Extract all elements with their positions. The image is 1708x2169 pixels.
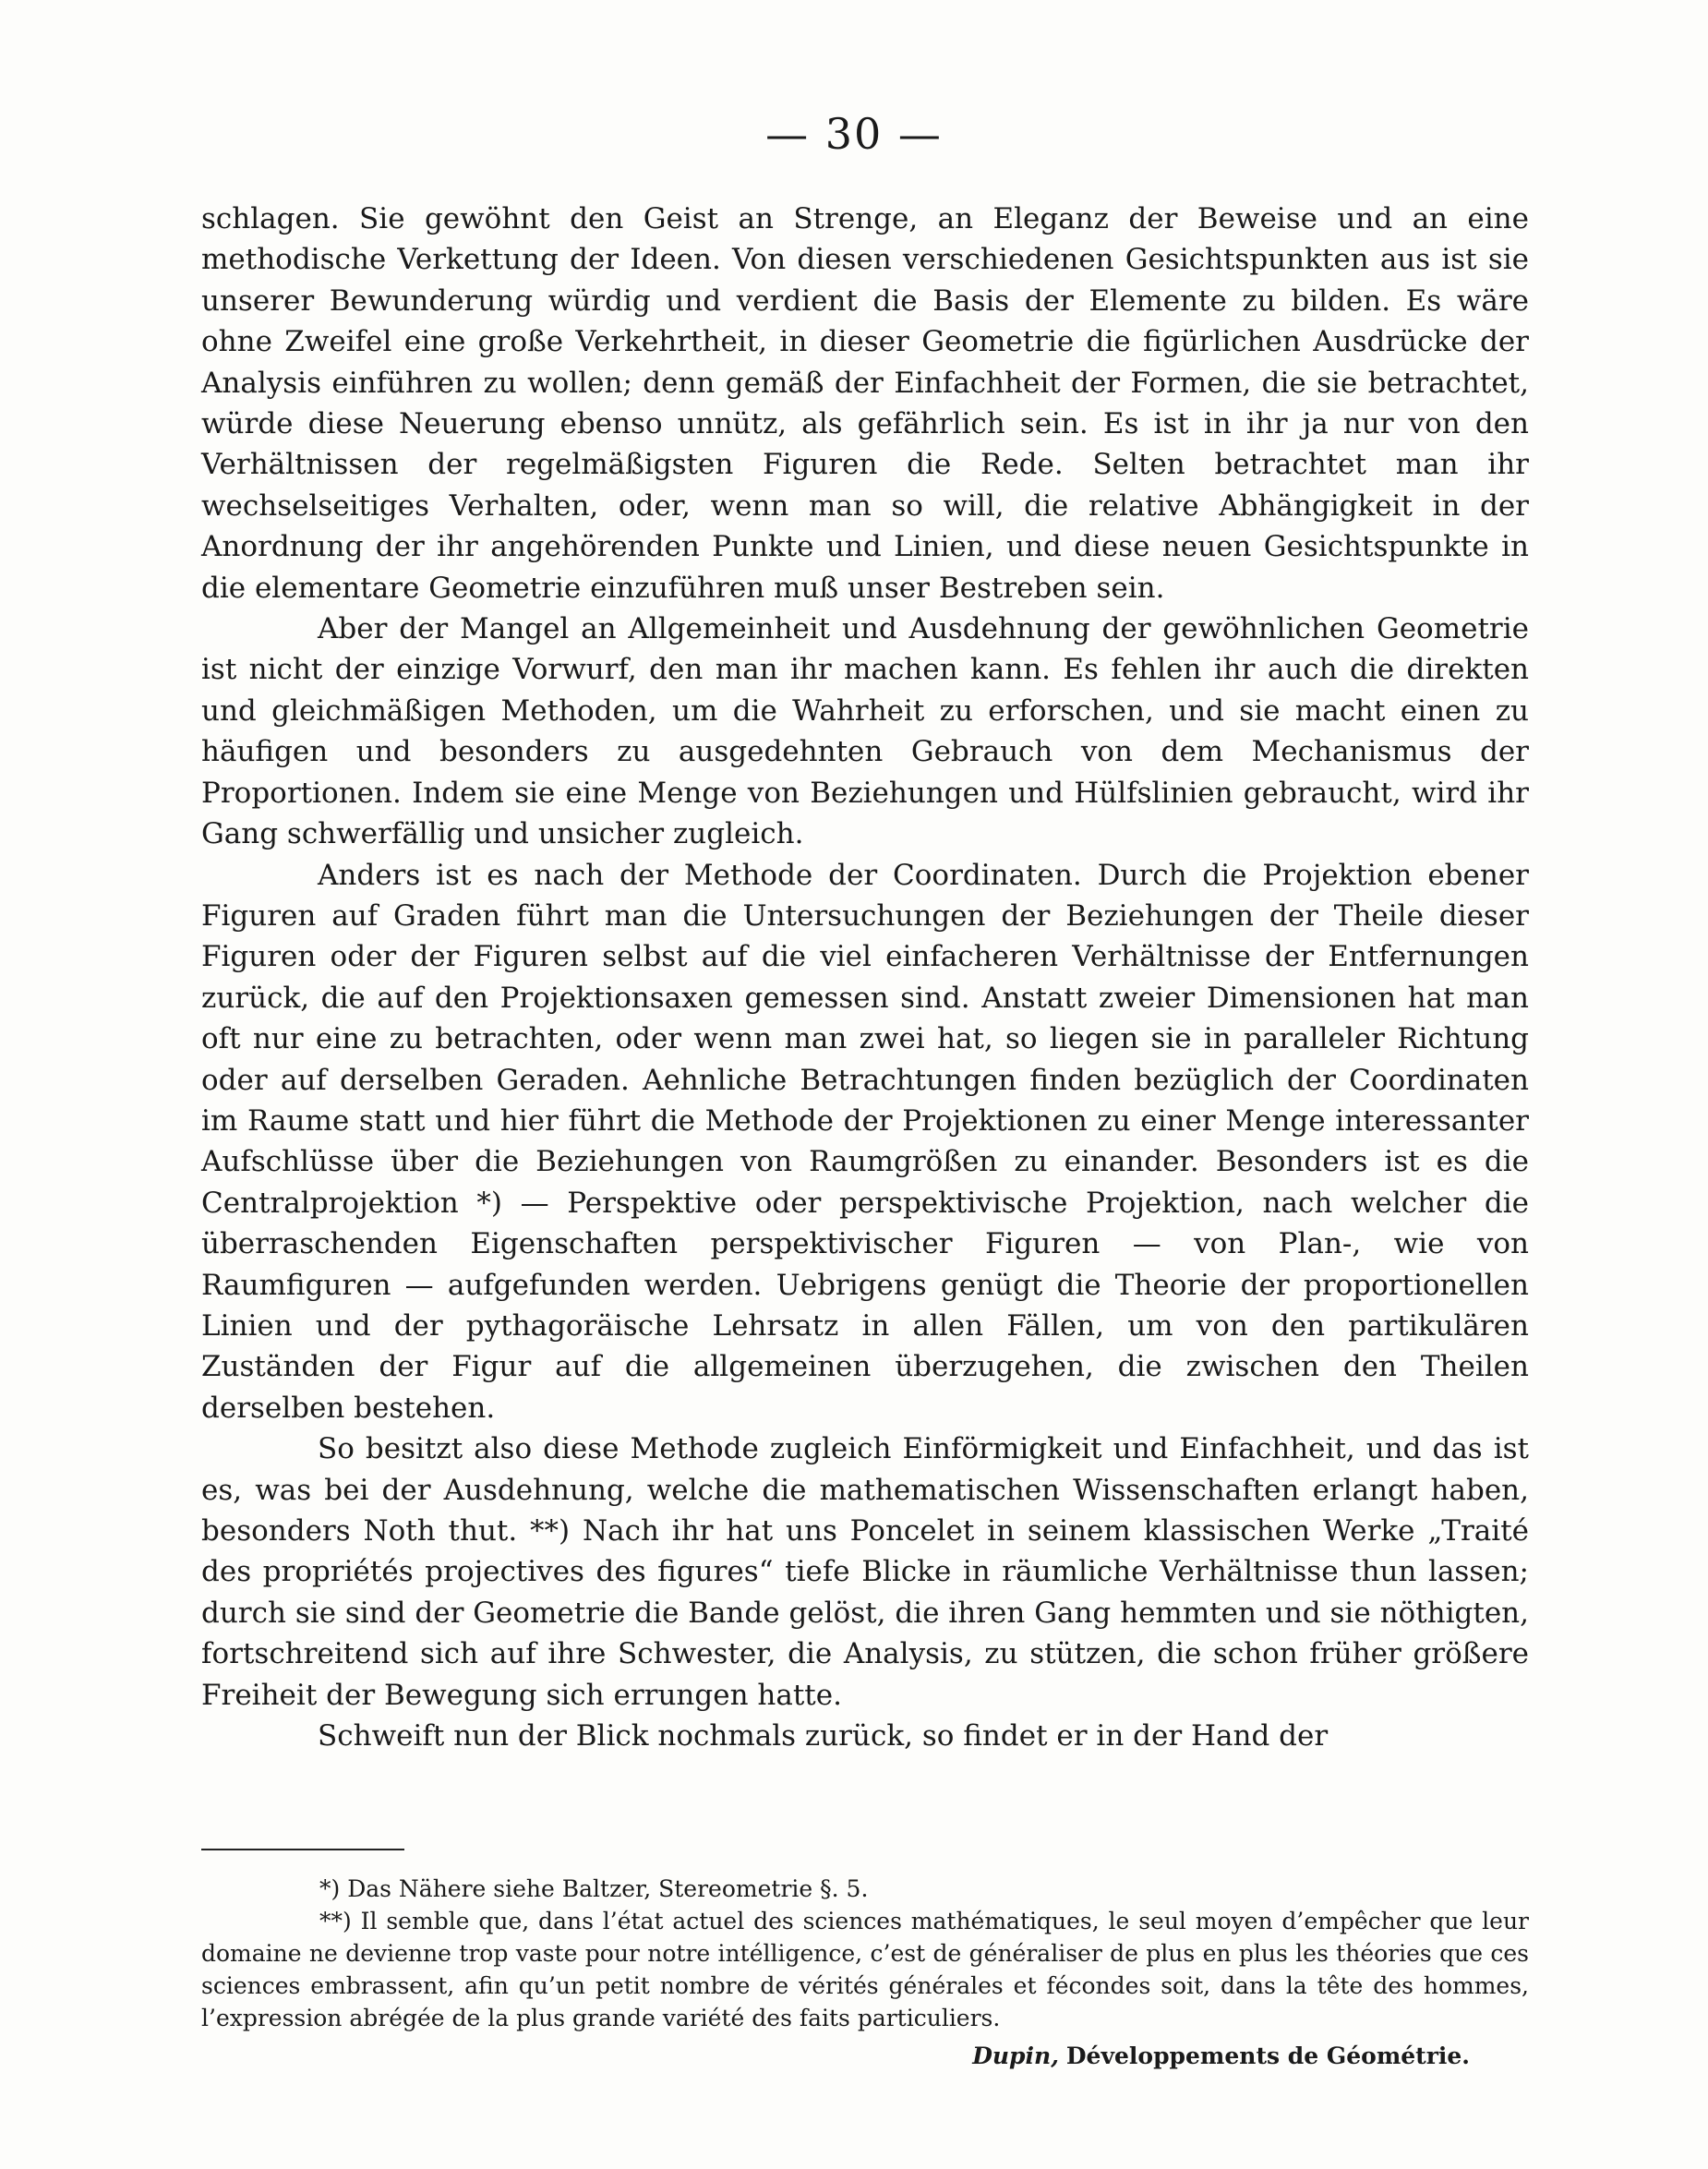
footnotes bbox=[201, 1873, 1529, 2072]
paragraph-continuation: schlagen. Sie gewöhnt den Geist an Strenge, an Eleganz der Beweise und an eine methodische Verkettung der Ideen. Von diesen verschiedenen Gesichtspunkten aus ist sie unserer Bewunderung würdig und verdient die Basis der Elemente zu bilden. Es wäre ohne Zweifel eine große Verkehrtheit, in dieser Geometrie die figürlichen Ausdrücke der Analysis einführen zu wollen; denn gemäß der Einfachheit der Formen, die sie betrachtet, würde diese Neuerung ebenso unnütz, als gefährlich sein. Es ist in ihr ja nur von den Verhältnissen der regelmäßigsten Figuren die Rede. Selten betrachtet man ihr wechselseitiges Verhalten, oder, wenn man so will, die relative Abhängigkeit in der Anordnung der ihr angehörenden Punkte und Linien, und diese neuen Gesichtspunkte in die elementare Geometrie einzuführen muß unser Bestreben sein. bbox=[201, 202, 1529, 605]
attribution-author: Dupin, bbox=[972, 2042, 1059, 2069]
body-text bbox=[201, 199, 1529, 1756]
footnote-2: **) Il semble que, dans l’état actuel des sciences mathématiques, le seul moyen d’empêcher que leur domaine ne devienne trop vaste pour notre intélligence, c’est de généraliser de plus en plus les théories que ces sciences embrassent, afin qu’un petit nombre de vérités générales et fécondes soit, dans la tête des hommes, l’expression abrégée de la plus grande variété des faits particuliers. bbox=[201, 1908, 1529, 2031]
paragraph: So besitzt also diese Methode zugleich Einförmigkeit und Einfachheit, und das ist es, was bei der Ausdehnung, welche die mathematischen Wissenschaften erlangt haben, besonders Noth thut. **) Nach ihr hat uns Poncelet in seinem klassischen Werke „Traité des propriétés projectives des figures“ tiefe Blicke in räumliche Verhältnisse thun lassen; durch sie sind der Geometrie die Bande gelöst, die ihren Gang hemmten und sie nöthigten, fortschreitend sich auf ihre Schwester, die Analysis, zu stützen, die schon früher größere Freiheit der Bewegung sich errungen hatte. bbox=[201, 1432, 1529, 1712]
footnote-attribution bbox=[201, 2040, 1529, 2072]
footnote-rule bbox=[201, 1849, 404, 1850]
paragraph: Schweift nun der Blick nochmals zurück, so findet er in der Hand der bbox=[318, 1719, 1329, 1753]
attribution-work: Développements de Géométrie. bbox=[1065, 2042, 1470, 2069]
paragraph: Anders ist es nach der Methode der Coordinaten. Durch die Projektion ebener Figuren auf Graden führt man die Untersuchungen der Beziehungen der Theile dieser Figuren oder der Figuren selbst auf die viel einfacheren Verhältnisse der Entfernungen zurück, die auf den Projektionsaxen gemessen sind. Anstatt zweier Dimensionen hat man oft nur eine zu betrachten, oder wenn man zwei hat, so liegen sie in paralleler Richtung oder auf derselben Geraden. Aehnliche Betrachtungen finden bezüglich der Coordinaten im Raume statt und hier führt die Methode der Projektionen zu einer Menge interessanter Aufschlüsse über die Beziehungen von Raumgrößen zu einander. Besonders ist es die Centralprojektion *) — Perspektive oder perspektivische Projektion, nach welcher die überraschenden Eigenschaften perspektivischer Figuren — von Plan-, wie von Raumfiguren — aufgefunden werden. Uebrigens genügt die Theorie der proportionellen Linien und der pythagoräische Lehrsatz in allen Fällen, um von den partikulären Zuständen der Figur auf die allgemeinen überzugehen, die zwischen den Theilen derselben bestehen. bbox=[201, 858, 1529, 1425]
page-number: — 30 — bbox=[765, 109, 943, 159]
footnote-1: *) Das Nähere siehe Baltzer, Stereometrie §. 5. bbox=[319, 1875, 869, 1902]
paragraph: Aber der Mangel an Allgemeinheit und Ausdehnung der gewöhnlichen Geometrie ist nicht der einzige Vorwurf, den man ihr machen kann. Es fehlen ihr auch die direkten und gleichmäßigen Methoden, um die Wahrheit zu erforschen, und sie macht einen zu häufigen und besonders zu ausgedehnten Gebrauch von dem Mechanismus der Proportionen. Indem sie eine Menge von Beziehungen und Hülfslinien gebraucht, wird ihr Gang schwerfällig und unsicher zugleich. bbox=[201, 612, 1529, 851]
